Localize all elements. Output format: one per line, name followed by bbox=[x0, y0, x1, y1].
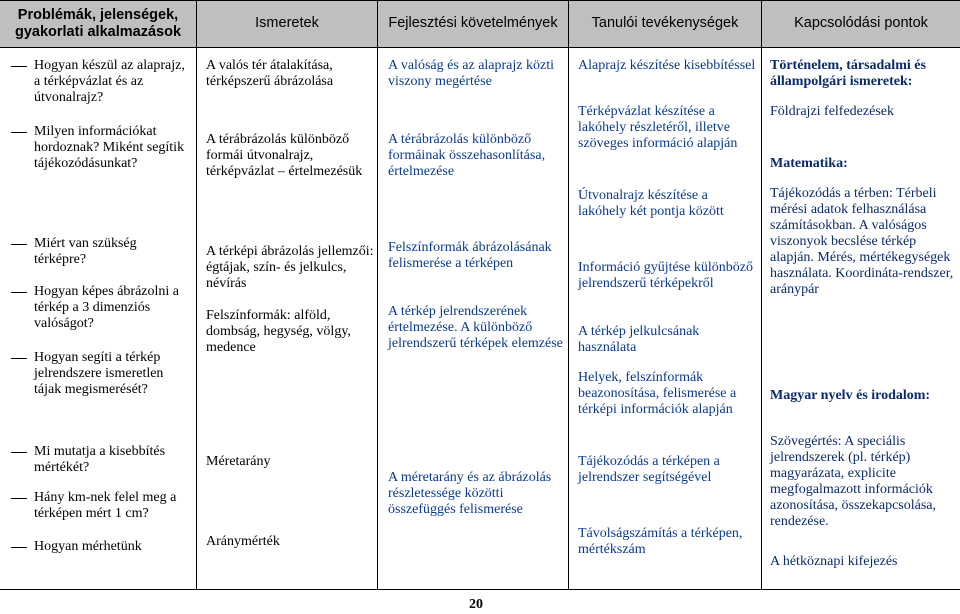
knowledge-item: A térképi ábrázolás jellemzői: égtájak, szín- és jelkulcs, névírás bbox=[206, 244, 374, 291]
column-divider bbox=[196, 0, 197, 590]
knowledge-item: A valós tér átalakítása, térképszerű ábrázolása bbox=[206, 58, 334, 89]
knowledge-item: Aránymérték bbox=[206, 534, 280, 549]
requirement-item: Felszínformák ábrázolásának felismerése a térképen bbox=[388, 240, 552, 271]
problem-item: Hogyan készül az alaprajz, a térképvázlat és az útvonalrajz? bbox=[6, 58, 190, 106]
header-problems: Problémák, jelenségek, gyakorlati alkalmazások bbox=[0, 0, 196, 47]
link-text-language-2: A hétköznapi kifejezés bbox=[770, 554, 898, 569]
knowledge-item: A térábrázolás különböző formái útvonalrajz, térképvázlat – értelmezésük bbox=[206, 132, 363, 179]
activity-item: Útvonalrajz készítése a lakóhely két pontja között bbox=[578, 188, 724, 219]
problem-item: Mi mutatja a kisebbítés mértékét? bbox=[6, 444, 190, 476]
header-requirements: Fejlesztési követelmények bbox=[378, 0, 568, 47]
activity-item: Térképvázlat készítése a lakóhely részletéről, illetve szöveges információ alapján bbox=[578, 104, 738, 151]
header-links: Kapcsolódási pontok bbox=[762, 0, 960, 47]
activity-item: Helyek, felszínformák beazonosítása, felismerése a térképi információk alapján bbox=[578, 370, 737, 417]
activity-item: Tájékozódás a térképen a jelrendszer segítségével bbox=[578, 454, 720, 485]
column-divider bbox=[377, 0, 378, 590]
requirement-item: A térkép jelrendszerének értelmezése. A különböző jelrendszerű térképek elemzése bbox=[388, 304, 563, 351]
activity-item: Alaprajz készítése kisebbítéssel bbox=[578, 58, 756, 73]
problem-item: Hogyan képes ábrázolni a térkép a 3 dimenziós valóságot? bbox=[6, 284, 190, 332]
link-text-math: Tájékozódás a térben: Térbeli mérési adatok felhasználása számításokban. A valóságos viszonyok becslése térkép alapján. Mérés, mértékegységek használata. Koordináta-rendszer, aránypár bbox=[770, 186, 954, 297]
problem-item: Hány km-nek felel meg a térképen mért 1 cm? bbox=[6, 490, 190, 522]
problem-item: Hogyan segíti a térkép jelrendszere ismeretlen tájak megismerését? bbox=[6, 350, 190, 398]
link-heading-language: Magyar nyelv és irodalom: bbox=[770, 388, 931, 403]
knowledge-item: Felszínformák: alföld, dombság, hegység, völgy, medence bbox=[206, 308, 351, 355]
knowledge-item: Méretarány bbox=[206, 454, 271, 469]
page-number: 20 bbox=[469, 597, 483, 612]
header-activities: Tanulói tevékenységek bbox=[569, 0, 761, 47]
requirement-item: A valóság és az alaprajz közti viszony megértése bbox=[388, 58, 554, 89]
header-divider bbox=[0, 47, 960, 48]
column-divider bbox=[761, 0, 762, 590]
column-divider bbox=[568, 0, 569, 590]
link-heading-math: Matematika: bbox=[770, 156, 848, 171]
problem-item: Miért van szükség térképre? bbox=[6, 236, 190, 268]
requirement-item: A méretarány és az ábrázolás részletessége közötti összefüggés felismerése bbox=[388, 470, 552, 517]
link-heading-history: Történelem, társadalmi és állampolgári ismeretek: bbox=[770, 58, 926, 89]
header-knowledge: Ismeretek bbox=[197, 0, 377, 47]
activity-item: A térkép jelkulcsának használata bbox=[578, 324, 700, 355]
problem-item: Hogyan mérhetünk bbox=[6, 539, 190, 555]
link-text-history: Földrajzi felfedezések bbox=[770, 104, 894, 119]
requirement-item: A térábrázolás különböző formáinak összehasonlítása, értelmezése bbox=[388, 132, 546, 179]
problem-item: Milyen információkat hordoznak? Miként segítik tájékozódásunkat? bbox=[6, 124, 190, 172]
activity-item: Információ gyűjtése különböző jelrendszerű térképekről bbox=[578, 260, 753, 291]
link-text-language: Szövegértés: A speciális jelrendszerek (pl. térkép) magyarázata, explicite megfogalmazott információk azonosítása, összekapcsolása, rendezése. bbox=[770, 434, 936, 529]
activity-item: Távolságszámítás a térképen, mértékszám bbox=[578, 526, 743, 557]
table-bottom-border bbox=[0, 589, 960, 590]
table-top-border bbox=[0, 0, 960, 1]
